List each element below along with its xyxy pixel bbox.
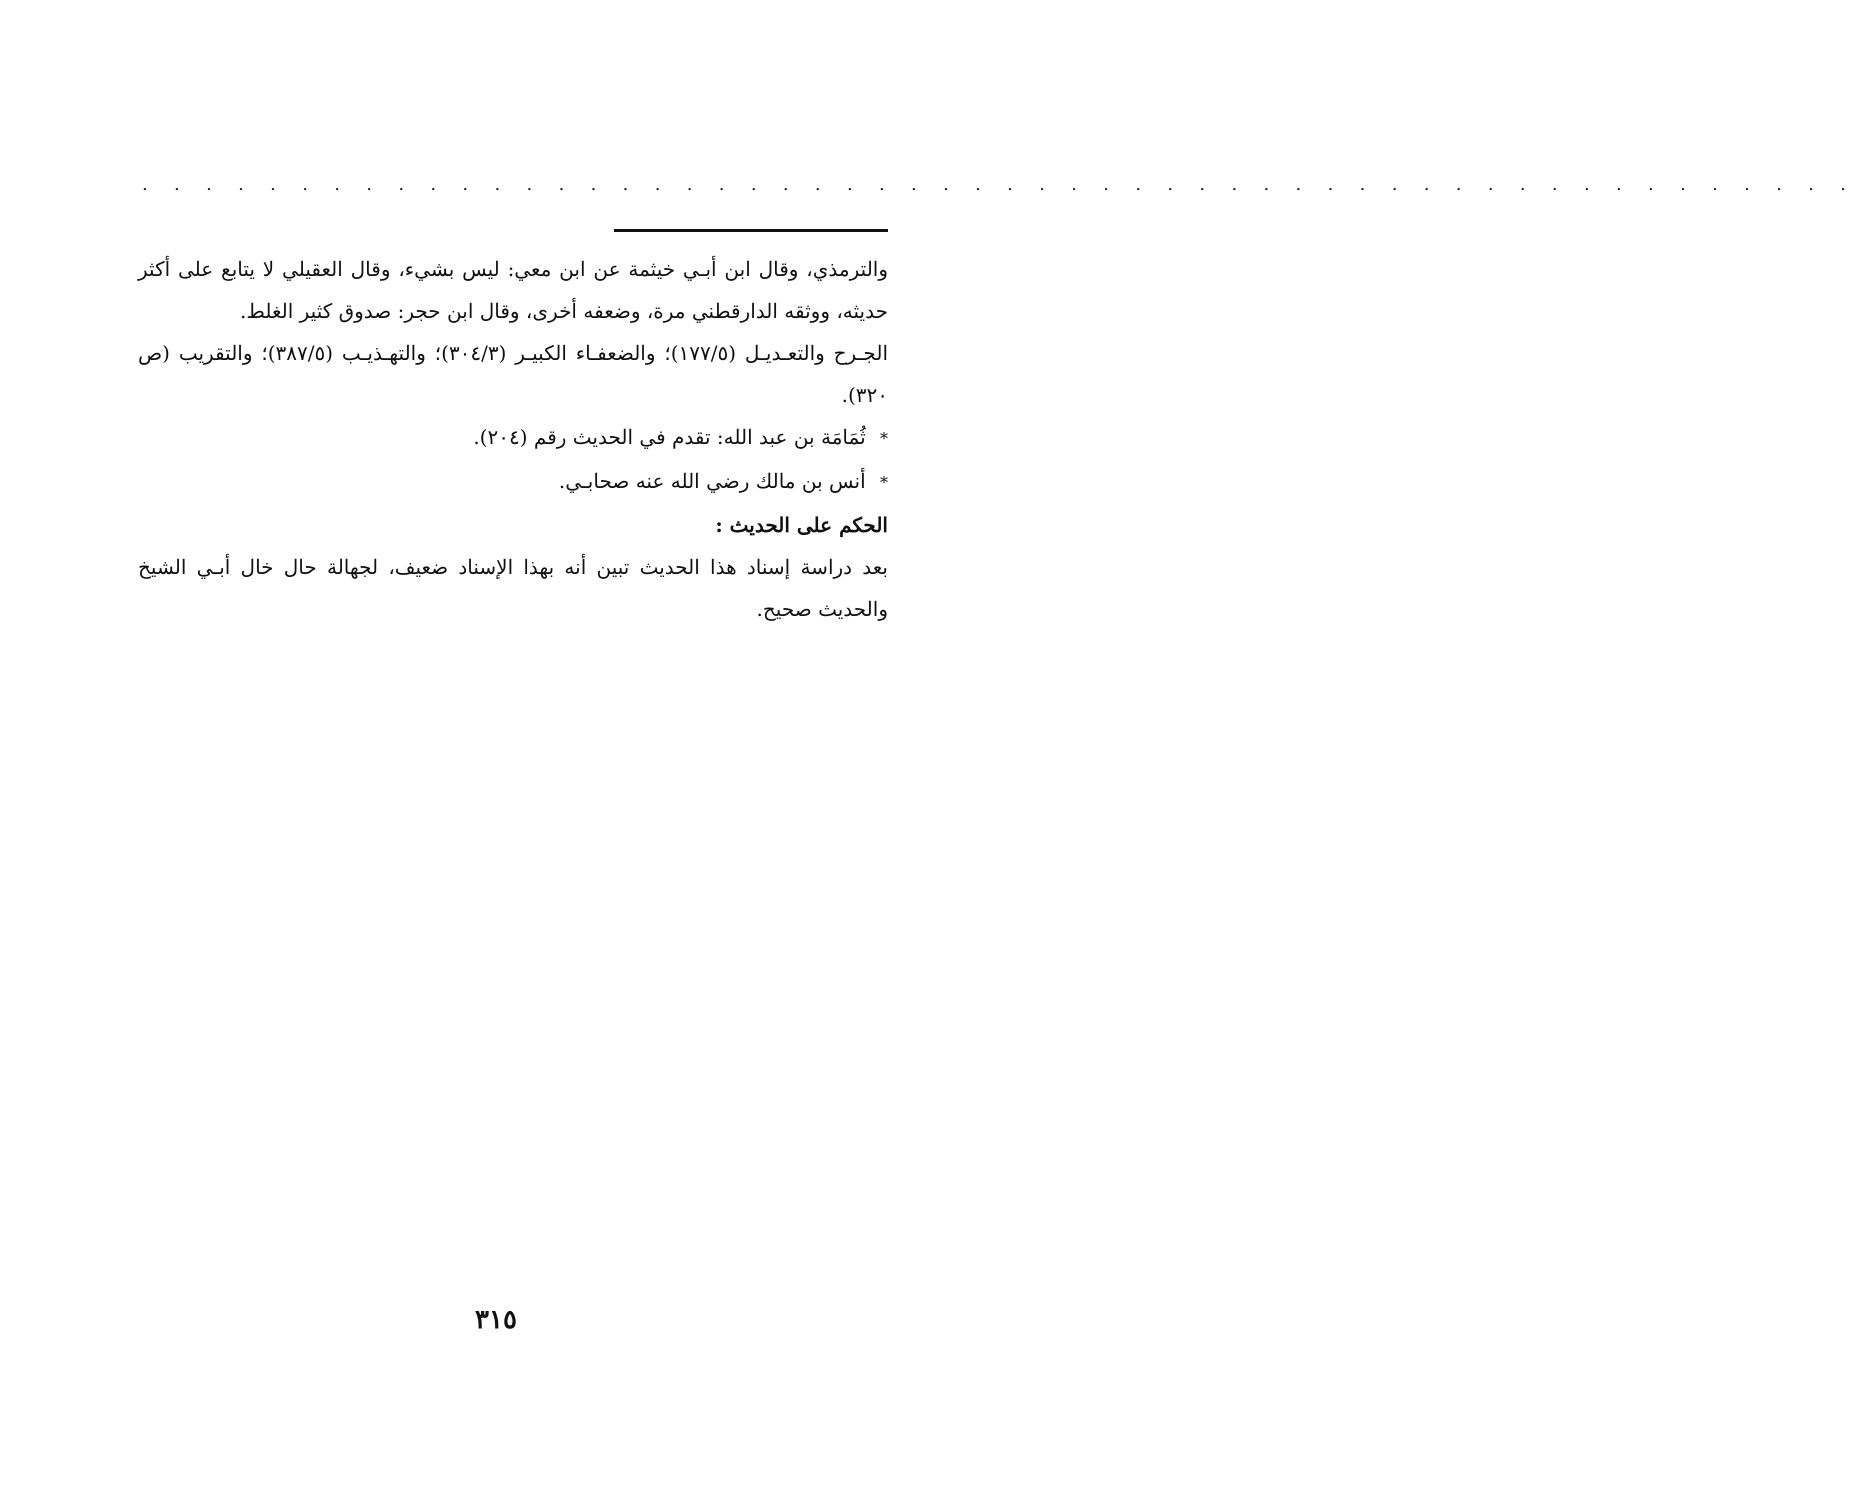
dotted-separator: . . . . . . . . . . . . . . . . . . . . . . . . . . . . . . . . . . . . . . . . . . . . . . . . . . . . . .	[142, 174, 1856, 195]
ruling-paragraph: بعد دراسة إسناد هذا الحديث تبين أنه بهذا الإسناد ضعيف، لجهالة حال خال أبـي الشيخ والحديث صحيح.	[138, 555, 888, 621]
references-paragraph: الجـرح والتعـديـل (١٧٧/٥)؛ والضعفـاء الكبيـر (٣٠٤/٣)؛ والتهـذيـب (٣٨٧/٥)؛ والتقريب (ص ٣٢٠).	[138, 341, 888, 407]
page-number: ٣١٥	[475, 1305, 517, 1335]
narrator-item-anas	[138, 460, 888, 504]
bullet-star: *	[880, 473, 888, 492]
footnote-rule	[614, 229, 888, 232]
narrator-item-text: ثُمَامَة بن عبد الله: تقدم في الحديث رقم (٢٠٤).	[473, 425, 866, 449]
narrator-item-text: أنس بن مالك رضي الله عنه صحابـي.	[558, 469, 866, 493]
narrator-paragraph: والترمذي، وقال ابن أبـي خيثمة عن ابن معي: ليس بشيء، وقال العقيلي لا يتابع على أكثر حديثه، ووثقه الدارقطني مرة، وضعفه أخرى، وقال ابن حجر: صدوق كثير الغلط.	[138, 257, 888, 323]
footnote-body	[138, 248, 888, 630]
bullet-star: *	[880, 429, 888, 448]
ruling-heading: الحكم على الحديث :	[715, 513, 888, 537]
narrator-item-thumama	[138, 416, 888, 460]
